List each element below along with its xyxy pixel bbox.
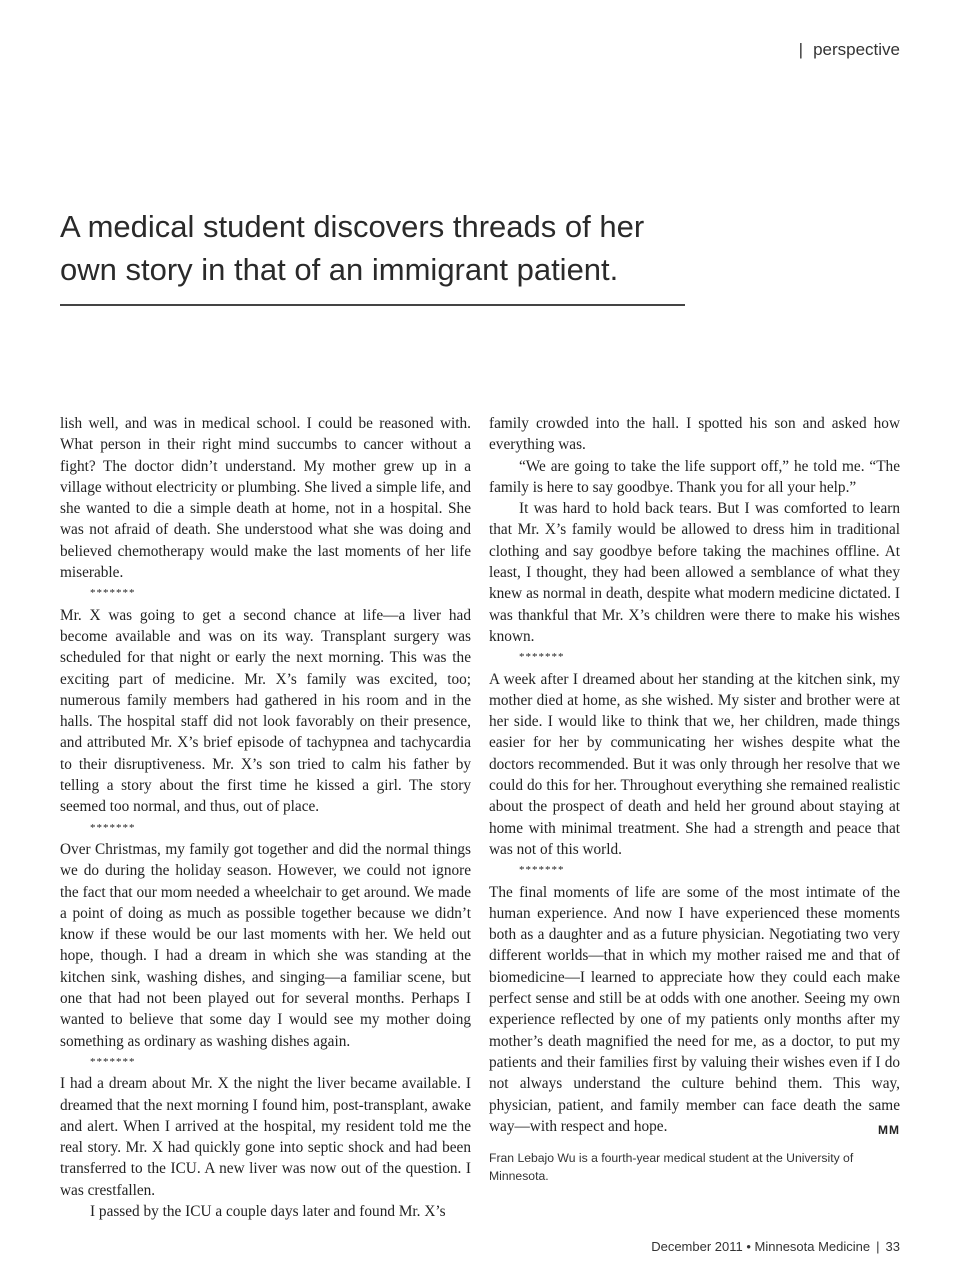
paragraph: Over Christmas, my family got together and did the normal things we do during the holiday season. However, we could not ignore the fact that our mom needed a wheelchair to get around. We made a point of doing as much as possible together because we didn’t know if these would be our last moments with her. We held out hope, though. I had a dream in which she was standing at the kitchen sink, washing dishes, and singing—a familiar scene, but one that had not been played out for several months. Perhaps I wanted to believe that some day I would see my mother doing something as ordinary as washing dishes again.: [60, 840, 471, 1050]
section-break: *******: [90, 1055, 136, 1068]
author-bio: Fran Lebajo Wu is a fourth-year medical student at the University of Minnesota.: [489, 1151, 854, 1184]
issue-label: December 2011 • Minnesota Medicine: [651, 1239, 871, 1254]
paragraph: Mr. X was going to get a second chance at life—a liver had become available and was on its way. Transplant surgery was scheduled for that night or early the next morning. This was the exciting part of medicine. Mr. X’s family was excited, too; numerous family members had gathered in his room and in the halls. The hospital staff did not look favorably on their presence, and attributed Mr. X’s brief episode of tachypnea and tachycardia to their disruptiveness. Mr. X’s son tried to calm his father by telling a story about the first time he kissed a girl. The story seemed too normal, and thus, out of place.: [60, 606, 471, 816]
paragraph: family crowded into the hall. I spotted his son and asked how everything was.: [489, 415, 900, 454]
final-paragraph: [489, 882, 900, 1138]
paragraph: “We are going to take the life support off,” he told me. “The family is here to say goodbye. Thank you for all your help.”: [489, 457, 900, 496]
section-break: *******: [519, 864, 565, 877]
article-headline: A medical student discovers threads of her own story in that of an immigrant patient.: [60, 209, 645, 287]
section-break: *******: [90, 821, 136, 834]
header-separator: |: [798, 40, 804, 59]
paragraph: It was hard to hold back tears. But I was comforted to learn that Mr. X’s family would be allowed to dress him in traditional clothing and say goodbye before taking the machines offline. At least, I thought, they had been allowed a semblance of what they knew as normal in death, despite what modern medicine dictated. I was thankful that Mr. X’s children were there to make his wishes known.: [489, 500, 900, 645]
end-mark: MM: [878, 1122, 900, 1137]
right-column: [489, 413, 900, 1185]
paragraph: A week after I dreamed about her standing at the kitchen sink, my mother died at home, as she wished. My sister and brother were at her side. I would like to think that we, her children, made things easier for her by communicating her wishes despite what the doctors recommended. But it was only through her resolve that we could do this for her. Throughout everything she remained realistic about the prospect of death and held her ground about staying at home with minimal treatment. She had a strength and peace that was not of this world.: [489, 670, 900, 858]
paragraph: lish well, and was in medical school. I could be reasoned with. What person in their right mind succumbs to cancer without a fight? The doctor didn’t understand. My mother grew up in a village without electricity or plumbing. She lived a simple life, and she wanted to die a simple death at home, not in a hospital. She was not afraid of death. She understood what she was doing and believed chemotherapy would make the last moments of her life miserable.: [60, 415, 471, 582]
headline-rule: [60, 304, 685, 306]
left-column: [60, 413, 471, 1222]
paragraph: I passed by the ICU a couple days later and found Mr. X’s: [90, 1202, 446, 1220]
section-label: perspective: [813, 40, 900, 59]
footer-separator: |: [876, 1239, 880, 1254]
section-break: *******: [519, 651, 565, 664]
paragraph-text: The final moments of life are some of the most intimate of the human experience. And now I have experienced these moments both as a daughter and as a future physician. Negotiating two very different worlds—that in which my mother raised me and that of biomedicine—I learned to appreciate how they could each make perfect sense and still be at odds with one another. Seeing my own experience reflected by one of my patients only months after my mother’s death magnified the need for me, as a doctor, to put my patients and their families first by valuing their wishes even if I do not always understand the culture behind them. This way, physician, patient, and family member can face death the same way—with respect and hope.: [489, 883, 900, 1135]
section-header: [799, 40, 900, 60]
page-footer: [651, 1239, 900, 1254]
section-break: *******: [90, 587, 136, 600]
page-number: 33: [885, 1239, 900, 1254]
paragraph: I had a dream about Mr. X the night the liver became available. I dreamed that the next morning I found him, post-transplant, awake and alert. When I arrived at the hospital, my resident told me the real story. Mr. X had quickly gone into septic shock and had been transferred to the ICU. A new liver was now out of the question. I was crestfallen.: [60, 1075, 471, 1199]
